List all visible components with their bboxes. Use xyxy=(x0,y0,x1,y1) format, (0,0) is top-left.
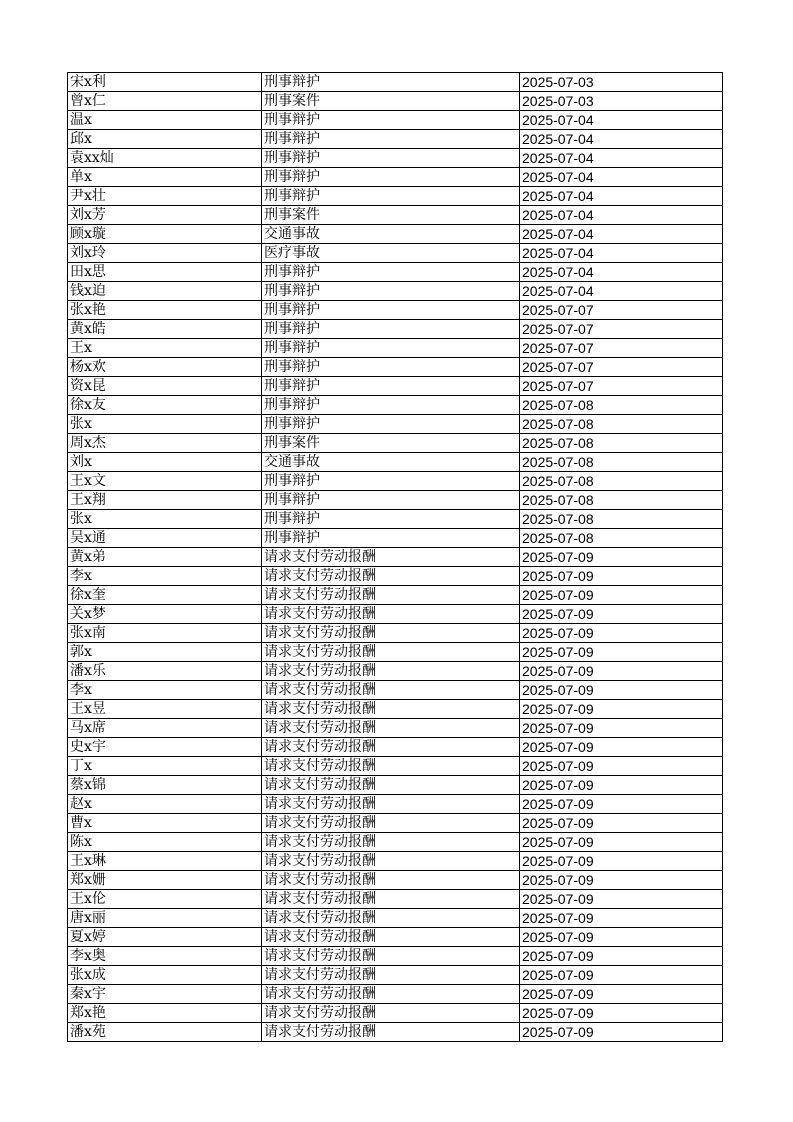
name-cell: 单x xyxy=(68,168,262,187)
date-cell: 2025-07-04 xyxy=(520,206,723,225)
table-row xyxy=(68,985,723,1004)
case-type-cell: 请求支付劳动报酬 xyxy=(262,890,520,909)
date-cell: 2025-07-08 xyxy=(520,510,723,529)
table-row xyxy=(68,434,723,453)
name-cell: 刘x xyxy=(68,453,262,472)
case-type-cell: 请求支付劳动报酬 xyxy=(262,681,520,700)
case-type-cell: 刑事辩护 xyxy=(262,301,520,320)
name-cell: 王x xyxy=(68,339,262,358)
name-cell: 刘x芳 xyxy=(68,206,262,225)
date-cell: 2025-07-08 xyxy=(520,396,723,415)
case-type-cell: 请求支付劳动报酬 xyxy=(262,852,520,871)
table-row xyxy=(68,396,723,415)
table-row xyxy=(68,415,723,434)
date-cell: 2025-07-09 xyxy=(520,586,723,605)
date-cell: 2025-07-09 xyxy=(520,776,723,795)
name-cell: 郑x艳 xyxy=(68,1004,262,1023)
table-row xyxy=(68,548,723,567)
date-cell: 2025-07-09 xyxy=(520,985,723,1004)
date-cell: 2025-07-08 xyxy=(520,415,723,434)
table-row xyxy=(68,377,723,396)
case-type-cell: 请求支付劳动报酬 xyxy=(262,643,520,662)
name-cell: 王x伦 xyxy=(68,890,262,909)
name-cell: 张x南 xyxy=(68,624,262,643)
case-type-cell: 请求支付劳动报酬 xyxy=(262,624,520,643)
table-row xyxy=(68,662,723,681)
table-row xyxy=(68,795,723,814)
date-cell: 2025-07-09 xyxy=(520,795,723,814)
table-row xyxy=(68,909,723,928)
date-cell: 2025-07-09 xyxy=(520,681,723,700)
table-row xyxy=(68,1004,723,1023)
date-cell: 2025-07-08 xyxy=(520,434,723,453)
case-table xyxy=(67,72,723,1042)
table-row xyxy=(68,130,723,149)
case-type-cell: 刑事辩护 xyxy=(262,168,520,187)
case-type-cell: 刑事辩护 xyxy=(262,130,520,149)
name-cell: 黄x弟 xyxy=(68,548,262,567)
case-type-cell: 请求支付劳动报酬 xyxy=(262,700,520,719)
name-cell: 丁x xyxy=(68,757,262,776)
table-row xyxy=(68,871,723,890)
table-row xyxy=(68,111,723,130)
date-cell: 2025-07-09 xyxy=(520,662,723,681)
date-cell: 2025-07-09 xyxy=(520,1004,723,1023)
name-cell: 袁xx灿 xyxy=(68,149,262,168)
name-cell: 秦x宇 xyxy=(68,985,262,1004)
case-type-cell: 刑事辩护 xyxy=(262,339,520,358)
table-row xyxy=(68,453,723,472)
case-type-cell: 请求支付劳动报酬 xyxy=(262,985,520,1004)
case-type-cell: 刑事辩护 xyxy=(262,358,520,377)
table-row xyxy=(68,149,723,168)
name-cell: 张x xyxy=(68,415,262,434)
table-row xyxy=(68,168,723,187)
date-cell: 2025-07-09 xyxy=(520,719,723,738)
date-cell: 2025-07-09 xyxy=(520,966,723,985)
name-cell: 顾x璇 xyxy=(68,225,262,244)
name-cell: 张x xyxy=(68,510,262,529)
name-cell: 杨x欢 xyxy=(68,358,262,377)
name-cell: 温x xyxy=(68,111,262,130)
name-cell: 唐x丽 xyxy=(68,909,262,928)
name-cell: 张x艳 xyxy=(68,301,262,320)
case-type-cell: 请求支付劳动报酬 xyxy=(262,909,520,928)
name-cell: 赵x xyxy=(68,795,262,814)
date-cell: 2025-07-09 xyxy=(520,928,723,947)
case-type-cell: 请求支付劳动报酬 xyxy=(262,814,520,833)
table-row xyxy=(68,358,723,377)
case-type-cell: 刑事辩护 xyxy=(262,263,520,282)
date-cell: 2025-07-04 xyxy=(520,111,723,130)
name-cell: 王x琳 xyxy=(68,852,262,871)
table-row xyxy=(68,700,723,719)
table-row xyxy=(68,814,723,833)
date-cell: 2025-07-09 xyxy=(520,890,723,909)
table-row xyxy=(68,73,723,92)
table-row xyxy=(68,681,723,700)
table-row xyxy=(68,928,723,947)
name-cell: 潘x苑 xyxy=(68,1023,262,1042)
case-type-cell: 刑事辩护 xyxy=(262,282,520,301)
name-cell: 徐x奎 xyxy=(68,586,262,605)
date-cell: 2025-07-04 xyxy=(520,244,723,263)
case-type-cell: 请求支付劳动报酬 xyxy=(262,738,520,757)
table-row xyxy=(68,491,723,510)
case-type-cell: 刑事辩护 xyxy=(262,510,520,529)
case-type-cell: 请求支付劳动报酬 xyxy=(262,947,520,966)
name-cell: 蔡x锦 xyxy=(68,776,262,795)
date-cell: 2025-07-07 xyxy=(520,301,723,320)
date-cell: 2025-07-09 xyxy=(520,833,723,852)
case-type-cell: 刑事辩护 xyxy=(262,73,520,92)
name-cell: 史x宇 xyxy=(68,738,262,757)
table-row xyxy=(68,643,723,662)
table-row xyxy=(68,890,723,909)
case-type-cell: 刑事案件 xyxy=(262,92,520,111)
table-row xyxy=(68,605,723,624)
name-cell: 夏x婷 xyxy=(68,928,262,947)
date-cell: 2025-07-08 xyxy=(520,491,723,510)
date-cell: 2025-07-07 xyxy=(520,320,723,339)
date-cell: 2025-07-09 xyxy=(520,643,723,662)
name-cell: 刘x玲 xyxy=(68,244,262,263)
name-cell: 曹x xyxy=(68,814,262,833)
table-row xyxy=(68,966,723,985)
table-row xyxy=(68,282,723,301)
table-row xyxy=(68,852,723,871)
case-type-cell: 交通事故 xyxy=(262,225,520,244)
table-row xyxy=(68,529,723,548)
date-cell: 2025-07-04 xyxy=(520,149,723,168)
date-cell: 2025-07-04 xyxy=(520,282,723,301)
table-row xyxy=(68,757,723,776)
name-cell: 黄x皓 xyxy=(68,320,262,339)
case-type-cell: 刑事案件 xyxy=(262,434,520,453)
date-cell: 2025-07-09 xyxy=(520,757,723,776)
name-cell: 钱x迫 xyxy=(68,282,262,301)
case-type-cell: 刑事辩护 xyxy=(262,415,520,434)
case-type-cell: 刑事辩护 xyxy=(262,396,520,415)
table-row xyxy=(68,833,723,852)
case-type-cell: 刑事案件 xyxy=(262,206,520,225)
name-cell: 王x文 xyxy=(68,472,262,491)
name-cell: 周x杰 xyxy=(68,434,262,453)
case-type-cell: 医疗事故 xyxy=(262,244,520,263)
case-type-cell: 请求支付劳动报酬 xyxy=(262,567,520,586)
name-cell: 马x席 xyxy=(68,719,262,738)
date-cell: 2025-07-08 xyxy=(520,453,723,472)
date-cell: 2025-07-09 xyxy=(520,548,723,567)
case-type-cell: 请求支付劳动报酬 xyxy=(262,757,520,776)
case-type-cell: 刑事辩护 xyxy=(262,187,520,206)
name-cell: 王x昱 xyxy=(68,700,262,719)
date-cell: 2025-07-09 xyxy=(520,624,723,643)
date-cell: 2025-07-09 xyxy=(520,947,723,966)
table-row xyxy=(68,624,723,643)
date-cell: 2025-07-09 xyxy=(520,700,723,719)
case-type-cell: 刑事辩护 xyxy=(262,149,520,168)
case-type-cell: 请求支付劳动报酬 xyxy=(262,548,520,567)
case-type-cell: 请求支付劳动报酬 xyxy=(262,871,520,890)
name-cell: 曾x仁 xyxy=(68,92,262,111)
date-cell: 2025-07-09 xyxy=(520,814,723,833)
date-cell: 2025-07-03 xyxy=(520,73,723,92)
date-cell: 2025-07-09 xyxy=(520,852,723,871)
name-cell: 李x奥 xyxy=(68,947,262,966)
table-row xyxy=(68,187,723,206)
date-cell: 2025-07-03 xyxy=(520,92,723,111)
date-cell: 2025-07-08 xyxy=(520,529,723,548)
date-cell: 2025-07-07 xyxy=(520,339,723,358)
case-type-cell: 请求支付劳动报酬 xyxy=(262,662,520,681)
name-cell: 徐x友 xyxy=(68,396,262,415)
table-row xyxy=(68,510,723,529)
table-row xyxy=(68,301,723,320)
table-row xyxy=(68,586,723,605)
name-cell: 田x思 xyxy=(68,263,262,282)
date-cell: 2025-07-09 xyxy=(520,1023,723,1042)
case-type-cell: 请求支付劳动报酬 xyxy=(262,795,520,814)
table-row xyxy=(68,244,723,263)
name-cell: 尹x壮 xyxy=(68,187,262,206)
table-row xyxy=(68,225,723,244)
table-row xyxy=(68,320,723,339)
case-type-cell: 刑事辩护 xyxy=(262,472,520,491)
table-row xyxy=(68,1023,723,1042)
date-cell: 2025-07-04 xyxy=(520,263,723,282)
case-type-cell: 刑事辩护 xyxy=(262,529,520,548)
date-cell: 2025-07-07 xyxy=(520,377,723,396)
name-cell: 资x昆 xyxy=(68,377,262,396)
case-type-cell: 请求支付劳动报酬 xyxy=(262,833,520,852)
name-cell: 潘x乐 xyxy=(68,662,262,681)
date-cell: 2025-07-09 xyxy=(520,871,723,890)
case-type-cell: 请求支付劳动报酬 xyxy=(262,719,520,738)
case-type-cell: 刑事辩护 xyxy=(262,491,520,510)
table-row xyxy=(68,92,723,111)
date-cell: 2025-07-04 xyxy=(520,225,723,244)
table-row xyxy=(68,719,723,738)
name-cell: 李x xyxy=(68,567,262,586)
date-cell: 2025-07-09 xyxy=(520,909,723,928)
table-row xyxy=(68,263,723,282)
case-type-cell: 请求支付劳动报酬 xyxy=(262,776,520,795)
table-row xyxy=(68,776,723,795)
case-type-cell: 交通事故 xyxy=(262,453,520,472)
name-cell: 邱x xyxy=(68,130,262,149)
case-type-cell: 请求支付劳动报酬 xyxy=(262,928,520,947)
case-type-cell: 请求支付劳动报酬 xyxy=(262,966,520,985)
case-type-cell: 刑事辩护 xyxy=(262,111,520,130)
name-cell: 郭x xyxy=(68,643,262,662)
date-cell: 2025-07-04 xyxy=(520,187,723,206)
case-table-body xyxy=(68,73,723,1042)
date-cell: 2025-07-09 xyxy=(520,605,723,624)
table-row xyxy=(68,567,723,586)
name-cell: 张x成 xyxy=(68,966,262,985)
date-cell: 2025-07-07 xyxy=(520,358,723,377)
date-cell: 2025-07-04 xyxy=(520,168,723,187)
table-row xyxy=(68,206,723,225)
name-cell: 关x梦 xyxy=(68,605,262,624)
table-row xyxy=(68,738,723,757)
date-cell: 2025-07-04 xyxy=(520,130,723,149)
case-type-cell: 请求支付劳动报酬 xyxy=(262,1023,520,1042)
date-cell: 2025-07-09 xyxy=(520,567,723,586)
name-cell: 宋x利 xyxy=(68,73,262,92)
name-cell: 吴x通 xyxy=(68,529,262,548)
name-cell: 郑x姗 xyxy=(68,871,262,890)
table-row xyxy=(68,339,723,358)
case-type-cell: 刑事辩护 xyxy=(262,377,520,396)
name-cell: 王x翔 xyxy=(68,491,262,510)
date-cell: 2025-07-09 xyxy=(520,738,723,757)
date-cell: 2025-07-08 xyxy=(520,472,723,491)
table-row xyxy=(68,947,723,966)
case-type-cell: 请求支付劳动报酬 xyxy=(262,1004,520,1023)
case-type-cell: 请求支付劳动报酬 xyxy=(262,605,520,624)
name-cell: 陈x xyxy=(68,833,262,852)
name-cell: 李x xyxy=(68,681,262,700)
case-type-cell: 刑事辩护 xyxy=(262,320,520,339)
table-row xyxy=(68,472,723,491)
case-type-cell: 请求支付劳动报酬 xyxy=(262,586,520,605)
